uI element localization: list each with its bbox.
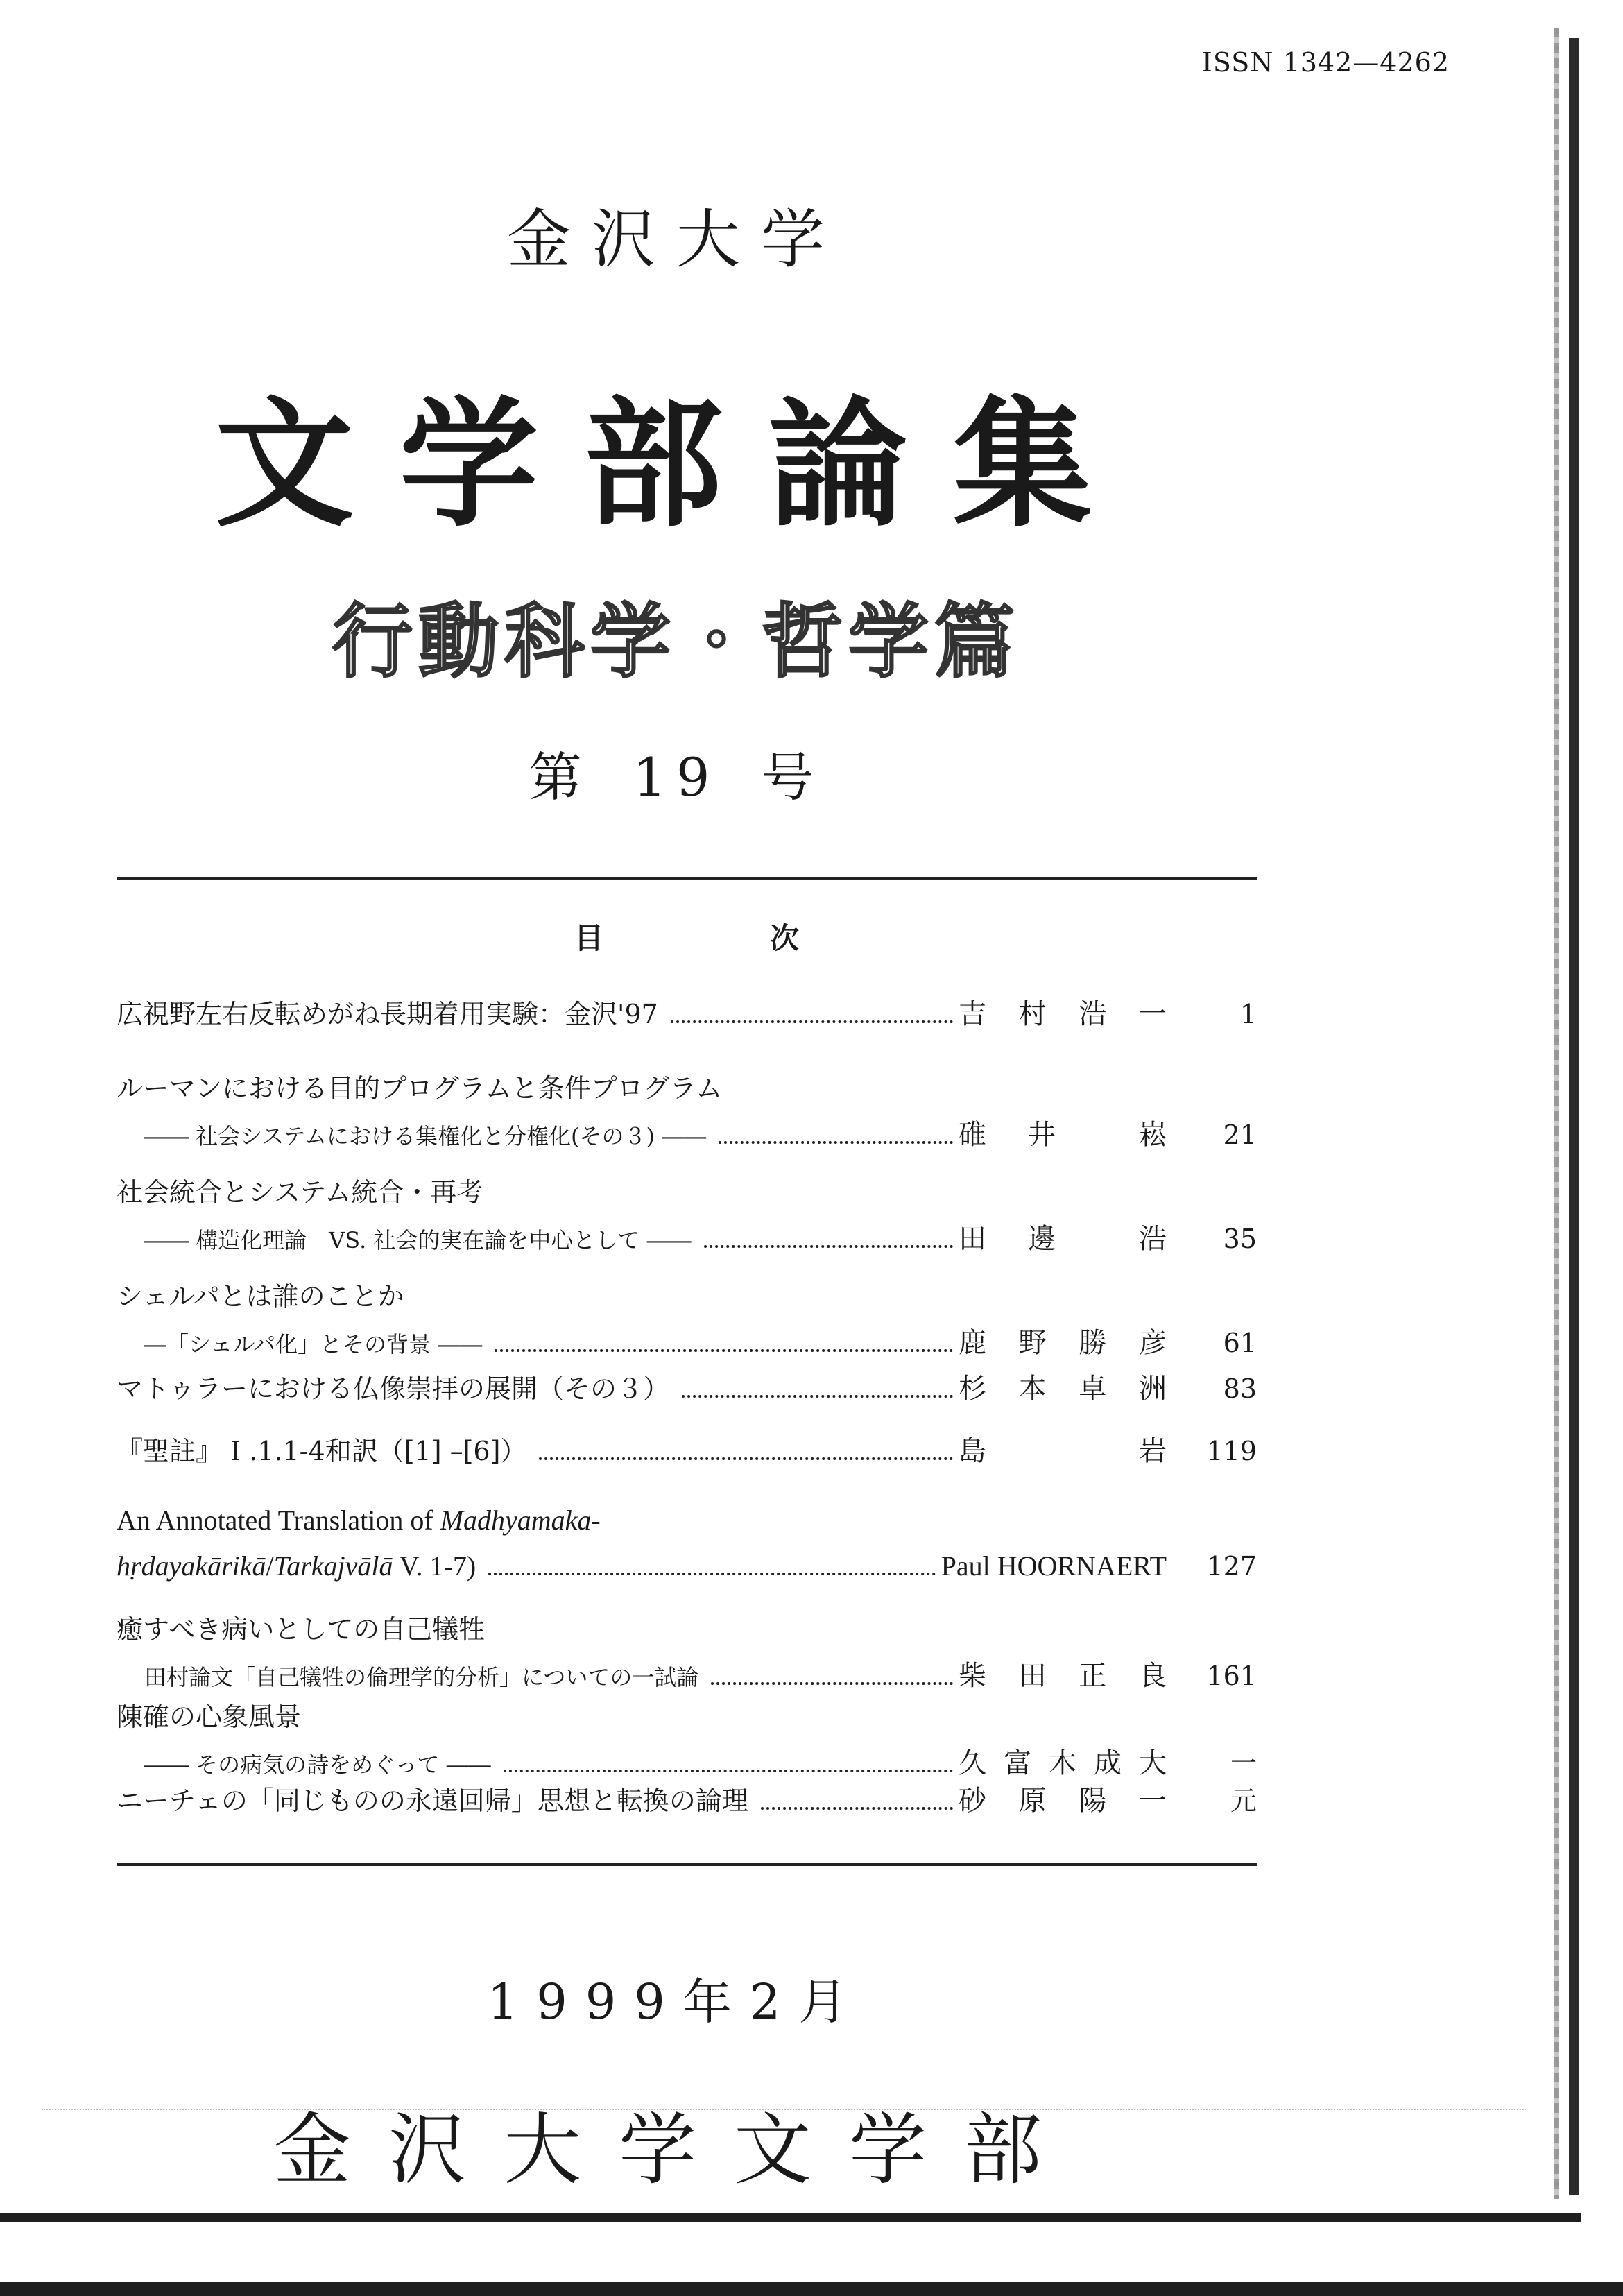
contents-heading (117, 916, 1257, 957)
toc-author-char: 木 (1049, 1747, 1076, 1779)
toc-author-char: 彦 (1138, 1327, 1167, 1359)
toc-entry (117, 1275, 1257, 1367)
toc-entry (117, 1171, 1257, 1262)
toc-author-char: 正 (1079, 1660, 1107, 1692)
contents-heading-right: 次 (770, 921, 800, 955)
toc-entry (117, 992, 1257, 1038)
scan-binding-bar (1569, 38, 1579, 2195)
toc-title: 広視野左右反転めがね長期着用実験：金沢'97 (117, 999, 658, 1029)
toc-author-char: 原 (1018, 1785, 1047, 1817)
toc-page: 35 (1223, 1224, 1257, 1254)
publisher: 金沢大学文学部 (273, 2105, 1079, 2195)
toc-author-char: 鹿 (959, 1327, 986, 1359)
contents-heading-left: 目 (574, 921, 603, 955)
series-title: 行動科学・哲学篇 (332, 594, 1020, 689)
top-rule (117, 877, 1257, 880)
scan-bottom-border (0, 2213, 1581, 2222)
toc-subtitle: ―「シェルパ化」とその背景 ―― (144, 1331, 483, 1357)
toc-entry (117, 1608, 1257, 1699)
toc-title-line (117, 1429, 1257, 1475)
toc-leader-dots (719, 1141, 953, 1144)
toc-author (959, 992, 1167, 1031)
issn: ISSN 1342—4262 (1201, 47, 1450, 78)
toc-author-char: 田 (1018, 1660, 1047, 1692)
toc-author-char: 杉 (959, 1373, 986, 1405)
toc-title-italic: Madhyamaka- (440, 1505, 601, 1536)
toc-page: 127 (1206, 1551, 1257, 1582)
toc-page: 161 (1206, 1661, 1257, 1691)
toc-page: 一 (1230, 1748, 1257, 1779)
toc-author-char: 勝 (1079, 1327, 1107, 1359)
toc-title: シェルパとは誰のことか (117, 1281, 404, 1312)
toc-author-char: 田 (959, 1223, 986, 1255)
toc-subtitle-line (117, 1654, 1257, 1699)
toc-entry (117, 1067, 1257, 1158)
toc-leader-dots (682, 1395, 953, 1398)
toc-title-line-2 (117, 1550, 1257, 1595)
toc-entry (117, 1695, 1257, 1787)
toc-page: 21 (1223, 1120, 1257, 1150)
toc-author-char: 良 (1138, 1660, 1167, 1692)
toc-author-char: 浩 (1079, 998, 1107, 1030)
toc-title-line (117, 992, 1257, 1038)
toc-page: 83 (1223, 1373, 1257, 1404)
toc-title: ルーマンにおける目的プログラムと条件プログラム (117, 1073, 723, 1104)
university-name: 金沢大学 (506, 203, 845, 277)
toc-title-cont: hṛdayakārikā/Tarkajvālā V. 1-7) (117, 1550, 476, 1582)
toc-author-char: 卓 (1079, 1373, 1107, 1405)
toc-subtitle: 田村論文「自己犠牲の倫理学的分析」についての一試論 (144, 1664, 699, 1690)
toc-author: Paul HOORNAERT (941, 1550, 1167, 1582)
toc-author-char: 島 (959, 1435, 986, 1467)
toc-leader-dots (704, 1245, 953, 1248)
scan-binding-edge (1554, 28, 1559, 2199)
toc-author-char: 大 (1139, 1747, 1167, 1779)
toc-author (959, 1779, 1167, 1818)
toc-title-line (117, 1695, 1257, 1741)
toc-title: 癒すべき病いとしての自己犠牲 (117, 1614, 486, 1645)
toc-author-char: 砂 (959, 1785, 986, 1817)
toc-title: 『聖註』 I .1.1-4和訳（[1] –[6]） (117, 1436, 527, 1466)
issue-prefix: 第 (529, 746, 592, 808)
toc-title-line (117, 1367, 1257, 1412)
toc-page: 119 (1206, 1436, 1257, 1466)
toc-author-char: 陽 (1079, 1785, 1107, 1817)
toc-page: 1 (1239, 999, 1257, 1029)
publication-date: 1999年2月 (487, 1973, 866, 2030)
bottom-rule (117, 1863, 1257, 1866)
toc-leader-dots (761, 1807, 953, 1810)
toc-entry (117, 1779, 1257, 1824)
toc-author (959, 1429, 1167, 1468)
toc-author-char: 岩 (1138, 1435, 1167, 1467)
toc-author-char: 吉 (959, 998, 986, 1030)
toc-author-char: 井 (1028, 1119, 1056, 1151)
toc-author-char: 洲 (1138, 1373, 1167, 1405)
toc-title-line (117, 1504, 1257, 1550)
toc-page: 61 (1223, 1328, 1257, 1358)
toc-title: ニーチェの「同じものの永遠回帰」思想と転換の論理 (117, 1785, 748, 1816)
toc-title-italic: hṛdayakārikā (117, 1550, 266, 1582)
toc-entry (117, 1429, 1257, 1475)
toc-author-char: 邊 (1028, 1223, 1056, 1255)
toc-subtitle: ―― 社会システムにおける集権化と分権化(その３) ―― (144, 1123, 707, 1149)
toc-author-char: 成 (1094, 1747, 1122, 1779)
toc-author-char: 村 (1018, 998, 1047, 1030)
toc-entry (117, 1504, 1257, 1595)
issue-number (0, 735, 1352, 811)
toc-page: 元 (1230, 1785, 1257, 1816)
toc-leader-dots (495, 1349, 953, 1352)
toc-title-line (117, 1779, 1257, 1824)
toc-author-char: 柴 (959, 1660, 986, 1692)
toc-title: An Annotated Translation of Madhyamaka- (117, 1505, 601, 1536)
scan-bottom-edge (0, 2282, 1623, 2296)
toc-entry (117, 1367, 1257, 1412)
toc-author (959, 1217, 1167, 1256)
toc-leader-dots (539, 1457, 953, 1460)
toc-title: 陳確の心象風景 (117, 1702, 302, 1732)
toc-subtitle: ―― 構造化理論 VS. 社会的実在論を中心として ―― (144, 1227, 692, 1253)
toc-author (959, 1321, 1167, 1360)
toc-title: マトゥラーにおける仏像崇拝の展開（その３） (117, 1373, 670, 1404)
toc-author-char: 崧 (1139, 1119, 1167, 1151)
toc-author (959, 1367, 1167, 1406)
toc-title-line (117, 1275, 1257, 1321)
toc-author-char: 富 (1004, 1747, 1031, 1779)
toc-leader-dots (504, 1770, 953, 1772)
toc-author (959, 1113, 1167, 1152)
toc-title-line (117, 1067, 1257, 1113)
toc-leader-dots (671, 1020, 953, 1023)
toc-author-char: 久 (959, 1747, 986, 1779)
toc-author-char: 一 (1138, 1785, 1167, 1817)
issue-suffix: 号 (761, 746, 824, 808)
toc-author (959, 1741, 1167, 1781)
toc-subtitle-line (117, 1113, 1257, 1158)
toc-subtitle: ―― その病気の詩をめぐって ―― (144, 1751, 491, 1778)
toc-author (959, 1654, 1167, 1693)
toc-title-line (117, 1171, 1257, 1217)
toc-leader-dots (711, 1682, 953, 1685)
journal-title: 文学部論集 (214, 383, 1137, 546)
toc-subtitle-line (117, 1321, 1257, 1367)
toc-author-char: 一 (1138, 998, 1167, 1030)
toc-title-italic: Tarkajvālā (273, 1550, 393, 1582)
toc-subtitle-line (117, 1217, 1257, 1262)
toc-author-char: 浩 (1139, 1223, 1167, 1255)
toc-title-line (117, 1608, 1257, 1654)
toc-author-char: 野 (1018, 1327, 1047, 1359)
toc-author-char: 碓 (959, 1119, 986, 1151)
toc-author-char: 本 (1018, 1373, 1047, 1405)
toc-leader-dots (488, 1573, 935, 1575)
issue-num: 19 (633, 746, 720, 808)
toc-title: 社会統合とシステム統合・再考 (117, 1177, 483, 1208)
